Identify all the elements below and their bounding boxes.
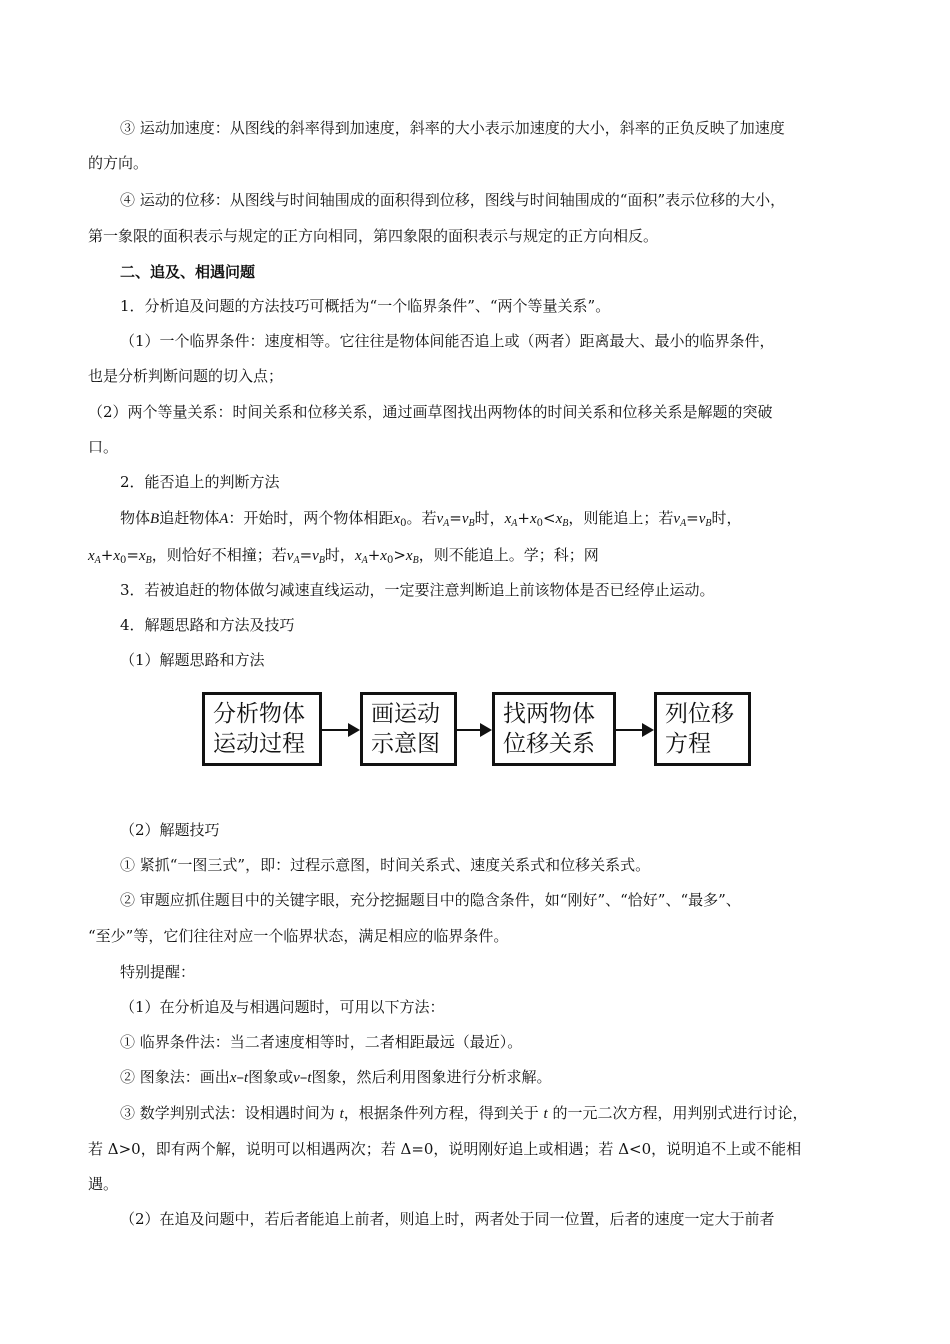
paragraph-line: （1）在分析追及与相遇问题时，可用以下方法： — [120, 998, 445, 1016]
paragraph-line: 遇。 — [88, 1175, 119, 1193]
paragraph-line: ③ 运动加速度：从图线的斜率得到加速度，斜率的大小表示加速度的大小，斜率的正负反映了加速度 — [120, 119, 785, 137]
paragraph-line: 的方向。 — [88, 154, 149, 172]
paragraph-line: 特别提醒： — [120, 963, 196, 981]
paragraph-line: 口。 — [88, 438, 119, 456]
arrow-head-icon — [642, 723, 654, 737]
flowchart — [200, 690, 760, 778]
paragraph-line: 3．若被追赶的物体做匀减速直线运动，一定要注意判断追上前该物体是否已经停止运动。 — [120, 581, 715, 599]
paragraph-line: （1）解题思路和方法 — [120, 651, 265, 669]
paragraph-line: 4．解题思路和方法及技巧 — [120, 616, 295, 634]
paragraph-line: ④ 运动的位移：从图线与时间轴围成的面积得到位移，图线与时间轴围成的“面积”表示位移的大小， — [120, 191, 786, 209]
paragraph-line: （1）一个临界条件：速度相等。它往往是物体间能否追上或（两者）距离最大、最小的临界条件， — [120, 332, 775, 350]
judge-line-1: 物体B追赶物体A：开始时，两个物体相距$x_0$。若$v_A=v_B$时，$x_A+x_0<x_B$，则能追上；若$v_A=v_B$时， — [120, 509, 742, 529]
paragraph-line: ① 紧抓“一图三式”，即：过程示意图，时间关系式、速度关系式和位移关系式。 — [120, 856, 651, 874]
flow-arrow — [322, 729, 350, 731]
arrow-head-icon — [348, 723, 360, 737]
paragraph-line: 若 Δ>0，即有两个解，说明可以相遇两次；若 Δ=0，说明刚好追上或相遇；若 Δ<0，说明追不上或不能相 — [88, 1140, 802, 1158]
judge-line-2: $x_A+x_0=x_B$，则恰好不相撞；若$v_A=v_B$时，$x_A+x_0>x_B$，则不能追上。学；科；网 — [88, 546, 599, 566]
flow-arrow — [457, 729, 481, 731]
flow-step-relation: 找两物体 位移关系 — [492, 692, 616, 766]
paragraph-line: （2）在追及问题中，若后者能追上前者，则追上时，两者处于同一位置，后者的速度一定大于前者 — [120, 1210, 775, 1228]
graph-method-line: ② 图象法：画出x–t图象或v–t图象，然后利用图象进行分析求解。 — [120, 1068, 552, 1086]
paragraph-line: ① 临界条件法：当二者速度相等时，二者相距最远（最近）。 — [120, 1033, 523, 1051]
paragraph-line: 也是分析判断问题的切入点； — [88, 367, 284, 385]
paragraph-line: “至少”等，它们往往对应一个临界状态，满足相应的临界条件。 — [88, 927, 509, 945]
flow-step-sketch: 画运动 示意图 — [360, 692, 457, 766]
paragraph-line: 1．分析追及问题的方法技巧可概括为“一个临界条件”、“两个等量关系”。 — [120, 297, 611, 315]
paragraph-line: 第一象限的面积表示与规定的正方向相同，第四象限的面积表示与规定的正方向相反。 — [88, 227, 659, 245]
section-heading: 二、追及、相遇问题 — [120, 263, 256, 281]
flow-arrow — [616, 729, 644, 731]
discriminant-line: ③ 数学判别式法：设相遇时间为 t，根据条件列方程，得到关于 t 的一元二次方程，用判别式进行讨论， — [120, 1104, 808, 1122]
flow-step-equation: 列位移 方程 — [654, 692, 751, 766]
paragraph-line: （2）解题技巧 — [120, 821, 220, 839]
arrow-head-icon — [480, 723, 492, 737]
paragraph-line: 2．能否追上的判断方法 — [120, 473, 280, 491]
paragraph-line: ② 审题应抓住题目中的关键字眼，充分挖掘题目中的隐含条件，如“刚好”、“恰好”、“最多”、 — [120, 891, 741, 909]
flow-step-analyze: 分析物体 运动过程 — [202, 692, 322, 766]
paragraph-line: （2）两个等量关系：时间关系和位移关系，通过画草图找出两物体的时间关系和位移关系是解题的突破 — [88, 403, 773, 421]
